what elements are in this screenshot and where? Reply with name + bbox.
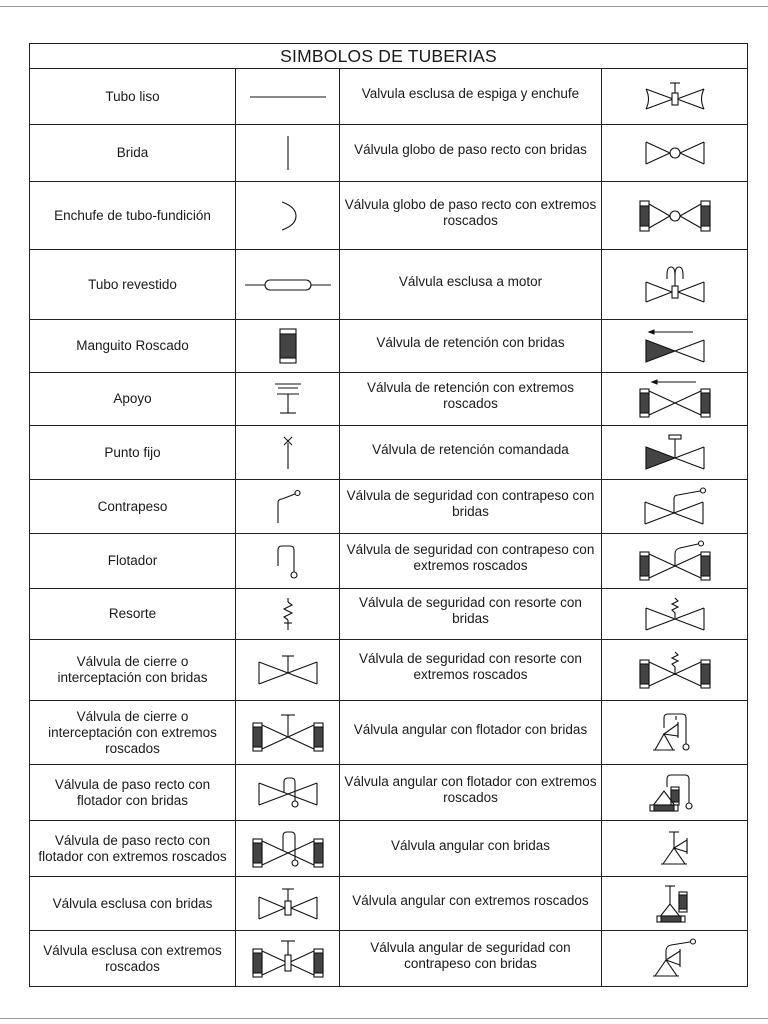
table-row [30, 69, 747, 125]
right-label: Válvula de retención con extremos roscados [340, 373, 602, 425]
flanged-float-valve-icon [236, 765, 340, 820]
left-label: Flotador [30, 534, 236, 588]
table-row [30, 640, 747, 701]
threaded-globe-valve-icon [602, 182, 747, 249]
counterweight-icon [236, 480, 340, 533]
top-rule [0, 6, 768, 7]
right-label: Válvula de seguridad con resorte con extremos roscados [340, 640, 602, 700]
right-label: Válvula angular con flotador con extremos roscados [340, 765, 602, 820]
left-label: Manguito Roscado [30, 320, 236, 372]
flanged-gate-valve-icon [236, 877, 340, 930]
left-label: Tubo revestido [30, 250, 236, 319]
threaded-weighted-safety-valve-icon [602, 534, 747, 588]
spigot-gate-valve-icon [602, 69, 747, 124]
float-icon [236, 534, 340, 588]
table-row [30, 877, 747, 931]
left-label: Válvula de cierre o interceptación con bridas [30, 640, 236, 700]
table-row [30, 931, 747, 987]
right-label: Válvula de retención con bridas [340, 320, 602, 372]
threaded-sleeve-icon [236, 320, 340, 372]
bottom-rule [0, 1018, 768, 1019]
flanged-globe-valve-icon [602, 125, 747, 181]
right-label: Válvula de seguridad con contrapeso con bridas [340, 480, 602, 533]
left-label: Válvula esclusa con extremos roscados [30, 931, 236, 987]
left-label: Válvula de paso recto con flotador con bridas [30, 765, 236, 820]
threaded-angle-float-valve-icon [602, 765, 747, 820]
flange-icon [236, 125, 340, 181]
table-row [30, 821, 747, 877]
table-row [30, 480, 747, 534]
left-label: Tubo liso [30, 69, 236, 124]
right-label: Válvula angular de seguridad con contrapeso con bridas [340, 931, 602, 987]
table-row [30, 701, 747, 765]
controlled-check-valve-icon [602, 426, 747, 479]
flanged-angle-float-valve-icon [602, 701, 747, 764]
table-row [30, 765, 747, 821]
table-row [30, 125, 747, 182]
left-label: Válvula esclusa con bridas [30, 877, 236, 930]
right-label: Válvula angular con bridas [340, 821, 602, 876]
table-row [30, 589, 747, 640]
right-label: Valvula esclusa de espiga y enchufe [340, 69, 602, 124]
right-label: Válvula de seguridad con resorte con bridas [340, 589, 602, 639]
table-row [30, 373, 747, 426]
threaded-gate-valve-icon [236, 931, 340, 987]
right-label: Válvula angular con extremos roscados [340, 877, 602, 930]
symbol-table [29, 43, 748, 987]
flanged-shutoff-valve-icon [236, 640, 340, 700]
right-label: Válvula esclusa a motor [340, 250, 602, 319]
threaded-check-valve-icon [602, 373, 747, 425]
right-label: Válvula globo de paso recto con extremos roscados [340, 182, 602, 249]
angle-weighted-safety-valve-icon [602, 931, 747, 987]
table-row [30, 182, 747, 250]
table-row [30, 534, 747, 589]
left-label: Contrapeso [30, 480, 236, 533]
right-label: Válvula de seguridad con contrapeso con extremos roscados [340, 534, 602, 588]
flanged-angle-valve-icon [602, 821, 747, 876]
left-label: Punto fijo [30, 426, 236, 479]
cast-iron-socket-icon [236, 182, 340, 249]
table-row [30, 426, 747, 480]
table-row [30, 250, 747, 320]
right-label: Válvula de retención comandada [340, 426, 602, 479]
spring-icon [236, 589, 340, 639]
fixed-point-icon [236, 426, 340, 479]
left-label: Válvula de paso recto con flotador con extremos roscados [30, 821, 236, 876]
threaded-float-valve-icon [236, 821, 340, 876]
motor-gate-valve-icon [602, 250, 747, 319]
threaded-angle-valve-icon [602, 877, 747, 930]
threaded-shutoff-valve-icon [236, 701, 340, 764]
support-icon [236, 373, 340, 425]
table-row [30, 320, 747, 373]
left-label: Válvula de cierre o interceptación con extremos roscados [30, 701, 236, 764]
flanged-weighted-safety-valve-icon [602, 480, 747, 533]
left-label: Apoyo [30, 373, 236, 425]
flanged-check-valve-icon [602, 320, 747, 372]
left-label: Brida [30, 125, 236, 181]
right-label: Válvula globo de paso recto con bridas [340, 125, 602, 181]
threaded-spring-safety-valve-icon [602, 640, 747, 700]
left-label: Resorte [30, 589, 236, 639]
coated-pipe-icon [236, 250, 340, 319]
plain-pipe-icon [236, 69, 340, 124]
table-title: SIMBOLOS DE TUBERIAS [30, 44, 747, 69]
right-label: Válvula angular con flotador con bridas [340, 701, 602, 764]
flanged-spring-safety-valve-icon [602, 589, 747, 639]
left-label: Enchufe de tubo-fundición [30, 182, 236, 249]
